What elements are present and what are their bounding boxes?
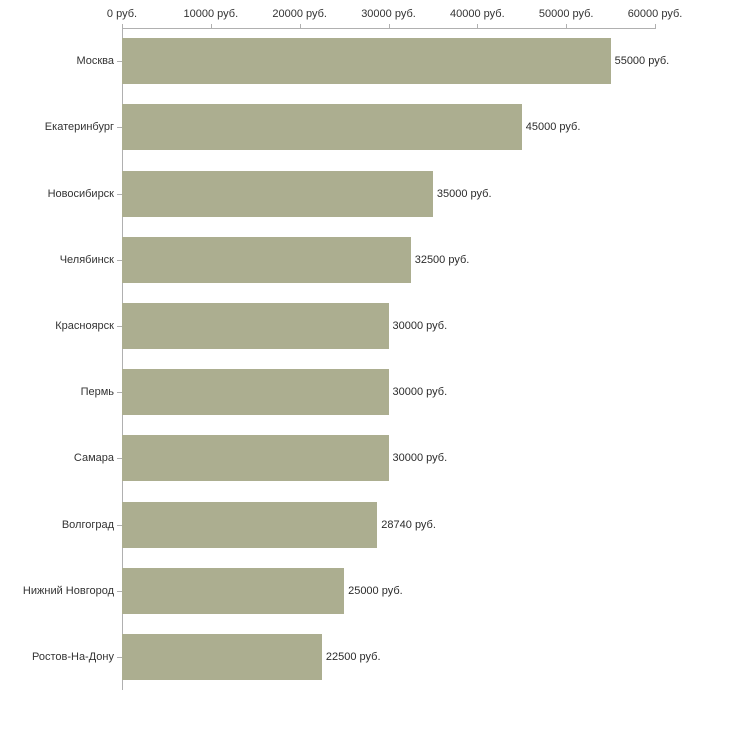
category-label: Волгоград (61, 518, 114, 531)
bar[interactable] (122, 104, 522, 150)
bar[interactable] (122, 171, 433, 217)
y-tick-mark (117, 326, 122, 327)
bar-row[interactable] (122, 435, 655, 481)
y-tick-mark (117, 260, 122, 261)
x-tick-label: 40000 руб. (450, 8, 505, 20)
x-tick-label: 10000 руб. (183, 8, 239, 20)
bar-value-label: 22500 руб. (325, 650, 381, 663)
bar-value-label: 30000 руб. (392, 452, 448, 465)
bar[interactable] (122, 38, 611, 84)
bar-row[interactable] (122, 369, 655, 415)
category-label: Пермь (80, 386, 114, 399)
bar-value-label: 30000 руб. (392, 386, 448, 399)
bar-row[interactable] (122, 634, 655, 680)
bar-row[interactable] (122, 237, 655, 283)
bar-row[interactable] (122, 303, 655, 349)
x-tick-label: 50000 руб. (538, 8, 594, 20)
bar[interactable] (122, 303, 389, 349)
y-tick-mark (117, 591, 122, 592)
y-tick-mark (117, 458, 122, 459)
bar[interactable] (122, 502, 377, 548)
bar-row[interactable] (122, 568, 655, 614)
bar[interactable] (122, 568, 344, 614)
category-label: Челябинск (59, 253, 114, 266)
y-tick-mark (117, 657, 122, 658)
bar[interactable] (122, 369, 389, 415)
category-label: Самара (73, 452, 114, 465)
category-label: Ростов-На-Дону (31, 650, 114, 663)
bar-value-label: 28740 руб. (381, 518, 436, 531)
bar[interactable] (122, 435, 389, 481)
category-label: Нижний Новгород (22, 584, 114, 597)
category-label: Москва (76, 55, 114, 68)
y-tick-mark (117, 525, 122, 526)
bar[interactable] (122, 634, 322, 680)
bar-row[interactable] (122, 502, 655, 548)
bar-value-label: 45000 руб. (525, 121, 581, 134)
y-tick-mark (117, 127, 122, 128)
bar-row[interactable] (122, 104, 655, 150)
plot-area (122, 28, 670, 690)
x-tick-label: 60000 руб. (627, 8, 683, 20)
category-label: Екатеринбург (44, 121, 114, 134)
x-tick-mark (655, 24, 656, 29)
bar-value-label: 32500 руб. (414, 253, 470, 266)
x-tick-label: 0 руб. (106, 8, 138, 20)
y-tick-mark (117, 392, 122, 393)
bar-value-label: 25000 руб. (348, 584, 403, 597)
category-label: Красноярск (55, 319, 114, 332)
bar-row[interactable] (122, 38, 670, 84)
x-tick-label: 30000 руб. (361, 8, 416, 20)
bar-value-label: 55000 руб. (614, 55, 670, 68)
bar-value-label: 30000 руб. (392, 319, 448, 332)
y-axis-category-labels (0, 0, 114, 730)
bar-row[interactable] (122, 171, 655, 217)
y-tick-mark (117, 194, 122, 195)
bar[interactable] (122, 237, 411, 283)
category-label: Новосибирск (47, 187, 114, 200)
y-tick-mark (117, 61, 122, 62)
bar-value-label: 35000 руб. (436, 187, 492, 200)
x-tick-label: 20000 руб. (272, 8, 327, 20)
